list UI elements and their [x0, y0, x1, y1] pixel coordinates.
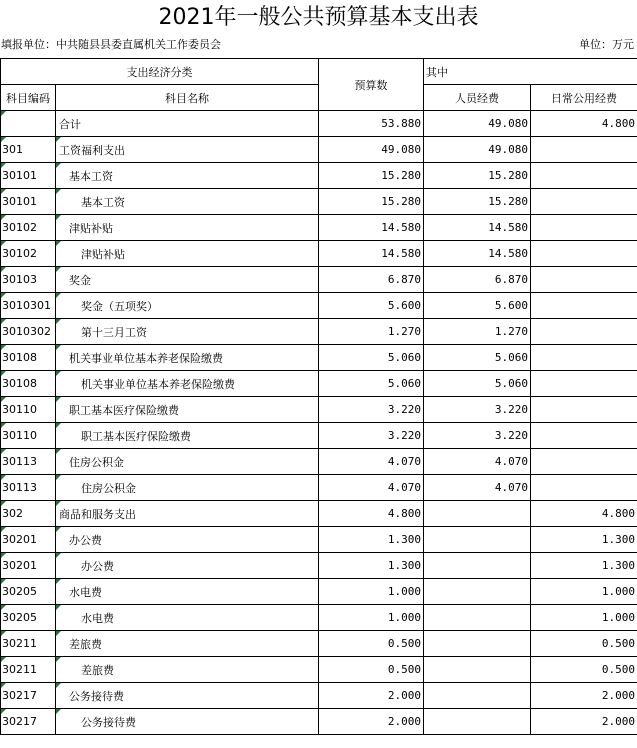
personnel-cell: 14.580 — [424, 215, 531, 241]
personnel-cell — [424, 605, 531, 631]
table-row — [1, 605, 637, 631]
public-cell — [531, 371, 637, 397]
table-row — [1, 137, 637, 163]
personnel-cell — [424, 501, 531, 527]
budget-cell: 53.880 — [319, 111, 424, 137]
budget-cell: 0.500 — [319, 631, 424, 657]
personnel-cell — [424, 657, 531, 683]
budget-cell: 5.600 — [319, 293, 424, 319]
budget-cell: 2.000 — [319, 683, 424, 709]
subject-name-cell: 机关事业单位基本养老保险缴费 — [56, 345, 319, 371]
budget-cell: 14.580 — [319, 215, 424, 241]
subject-name-cell: 基本工资 — [56, 189, 319, 215]
subject-code-cell: 30103 — [1, 267, 56, 293]
public-cell — [531, 475, 637, 501]
public-cell — [531, 423, 637, 449]
budget-cell: 1.300 — [319, 527, 424, 553]
report-title: 2021年一般公共预算基本支出表 — [158, 5, 479, 30]
table-row — [1, 319, 637, 345]
budget-cell: 5.060 — [319, 371, 424, 397]
header-subject-name: 科目名称 — [56, 85, 319, 111]
table-row — [1, 111, 637, 137]
personnel-cell: 5.060 — [424, 345, 531, 371]
subject-code-cell: 30102 — [1, 241, 56, 267]
budget-cell: 1.270 — [319, 319, 424, 345]
public-cell: 1.300 — [531, 553, 637, 579]
subject-name-cell: 第十三月工资 — [56, 319, 319, 345]
personnel-cell — [424, 683, 531, 709]
budget-cell: 15.280 — [319, 163, 424, 189]
public-cell — [531, 319, 637, 345]
table-row — [1, 267, 637, 293]
subject-name-cell: 职工基本医疗保险缴费 — [56, 423, 319, 449]
personnel-cell: 3.220 — [424, 397, 531, 423]
public-cell: 1.300 — [531, 527, 637, 553]
table-row — [1, 189, 637, 215]
subject-name-cell: 住房公积金 — [56, 475, 319, 501]
subject-name-cell: 奖金（五项奖） — [56, 293, 319, 319]
personnel-cell — [424, 553, 531, 579]
table-row — [1, 475, 637, 501]
subject-code-cell — [1, 111, 56, 137]
header-subject-code: 科目编码 — [1, 85, 56, 111]
subject-code-cell: 30110 — [1, 423, 56, 449]
table-row — [1, 683, 637, 709]
public-cell: 0.500 — [531, 657, 637, 683]
personnel-cell: 4.070 — [424, 475, 531, 501]
table-row — [1, 397, 637, 423]
table-row — [1, 241, 637, 267]
personnel-cell: 5.060 — [424, 371, 531, 397]
header-economic-classification: 支出经济分类 — [1, 59, 319, 85]
table-row — [1, 449, 637, 475]
subject-code-cell: 30108 — [1, 345, 56, 371]
table-row — [1, 527, 637, 553]
subject-name-cell: 合计 — [56, 111, 319, 137]
budget-cell: 14.580 — [319, 241, 424, 267]
public-cell: 2.000 — [531, 709, 637, 735]
subject-code-cell: 30205 — [1, 579, 56, 605]
budget-cell: 4.070 — [319, 449, 424, 475]
budget-cell: 6.870 — [319, 267, 424, 293]
public-cell — [531, 163, 637, 189]
subject-name-cell: 基本工资 — [56, 163, 319, 189]
personnel-cell: 15.280 — [424, 189, 531, 215]
budget-cell: 1.300 — [319, 553, 424, 579]
subject-name-cell: 津贴补贴 — [56, 241, 319, 267]
subject-name-cell: 办公费 — [56, 527, 319, 553]
personnel-cell: 49.080 — [424, 111, 531, 137]
subject-code-cell: 301 — [1, 137, 56, 163]
table-row — [1, 293, 637, 319]
subject-name-cell: 职工基本医疗保险缴费 — [56, 397, 319, 423]
public-cell — [531, 397, 637, 423]
personnel-cell — [424, 527, 531, 553]
subject-code-cell: 30205 — [1, 605, 56, 631]
table-row — [1, 553, 637, 579]
budget-table — [0, 58, 637, 735]
budget-cell: 15.280 — [319, 189, 424, 215]
reporting-unit: 填报单位：中共随县县委直属机关工作委员会 — [1, 38, 221, 51]
subject-name-cell: 水电费 — [56, 605, 319, 631]
subject-name-cell: 商品和服务支出 — [56, 501, 319, 527]
header-of-which: 其中 — [424, 59, 637, 85]
personnel-cell — [424, 631, 531, 657]
subject-code-cell: 3010301 — [1, 293, 56, 319]
subject-name-cell: 差旅费 — [56, 657, 319, 683]
subject-code-cell: 30211 — [1, 631, 56, 657]
public-cell: 0.500 — [531, 631, 637, 657]
subject-code-cell: 30201 — [1, 553, 56, 579]
subject-name-cell: 差旅费 — [56, 631, 319, 657]
table-row — [1, 631, 637, 657]
personnel-cell: 14.580 — [424, 241, 531, 267]
budget-cell: 1.000 — [319, 605, 424, 631]
currency-unit: 单位：万元 — [579, 38, 634, 51]
header-personnel: 人员经费 — [424, 85, 531, 111]
budget-cell: 5.060 — [319, 345, 424, 371]
subject-code-cell: 30217 — [1, 709, 56, 735]
budget-cell: 3.220 — [319, 397, 424, 423]
subject-code-cell: 3010302 — [1, 319, 56, 345]
table-row — [1, 501, 637, 527]
table-row — [1, 371, 637, 397]
public-cell: 1.000 — [531, 579, 637, 605]
subject-code-cell: 30108 — [1, 371, 56, 397]
table-row — [1, 579, 637, 605]
public-cell: 4.800 — [531, 501, 637, 527]
subject-code-cell: 30102 — [1, 215, 56, 241]
table-row — [1, 215, 637, 241]
subject-code-cell: 30101 — [1, 189, 56, 215]
public-cell — [531, 215, 637, 241]
personnel-cell — [424, 579, 531, 605]
public-cell — [531, 189, 637, 215]
subject-code-cell: 30201 — [1, 527, 56, 553]
personnel-cell: 6.870 — [424, 267, 531, 293]
subject-name-cell: 公务接待费 — [56, 709, 319, 735]
subject-name-cell: 水电费 — [56, 579, 319, 605]
budget-cell: 49.080 — [319, 137, 424, 163]
public-cell: 4.800 — [531, 111, 637, 137]
table-row — [1, 423, 637, 449]
budget-cell: 2.000 — [319, 709, 424, 735]
personnel-cell: 15.280 — [424, 163, 531, 189]
public-cell: 1.000 — [531, 605, 637, 631]
subject-code-cell: 30217 — [1, 683, 56, 709]
table-body — [1, 111, 637, 735]
budget-cell: 0.500 — [319, 657, 424, 683]
public-cell — [531, 293, 637, 319]
subject-code-cell: 30211 — [1, 657, 56, 683]
personnel-cell — [424, 709, 531, 735]
personnel-cell: 3.220 — [424, 423, 531, 449]
budget-cell: 1.000 — [319, 579, 424, 605]
public-cell — [531, 267, 637, 293]
subject-code-cell: 30101 — [1, 163, 56, 189]
table-row — [1, 657, 637, 683]
subject-code-cell: 30113 — [1, 475, 56, 501]
budget-cell: 3.220 — [319, 423, 424, 449]
header-public: 日常公用经费 — [531, 85, 637, 111]
subject-name-cell: 住房公积金 — [56, 449, 319, 475]
subject-name-cell: 奖金 — [56, 267, 319, 293]
subject-name-cell: 津贴补贴 — [56, 215, 319, 241]
subject-code-cell: 30113 — [1, 449, 56, 475]
table-row — [1, 709, 637, 735]
subject-name-cell: 公务接待费 — [56, 683, 319, 709]
subject-name-cell: 办公费 — [56, 553, 319, 579]
header-row-top — [1, 59, 637, 85]
header-budget: 预算数 — [319, 59, 424, 111]
budget-cell: 4.800 — [319, 501, 424, 527]
subject-name-cell: 机关事业单位基本养老保险缴费 — [56, 371, 319, 397]
public-cell — [531, 241, 637, 267]
personnel-cell: 49.080 — [424, 137, 531, 163]
personnel-cell: 1.270 — [424, 319, 531, 345]
subject-code-cell: 302 — [1, 501, 56, 527]
budget-cell: 4.070 — [319, 475, 424, 501]
table-row — [1, 163, 637, 189]
public-cell — [531, 449, 637, 475]
subject-name-cell: 工资福利支出 — [56, 137, 319, 163]
public-cell — [531, 345, 637, 371]
subject-code-cell: 30110 — [1, 397, 56, 423]
personnel-cell: 5.600 — [424, 293, 531, 319]
table-row — [1, 345, 637, 371]
public-cell — [531, 137, 637, 163]
public-cell: 2.000 — [531, 683, 637, 709]
personnel-cell: 4.070 — [424, 449, 531, 475]
